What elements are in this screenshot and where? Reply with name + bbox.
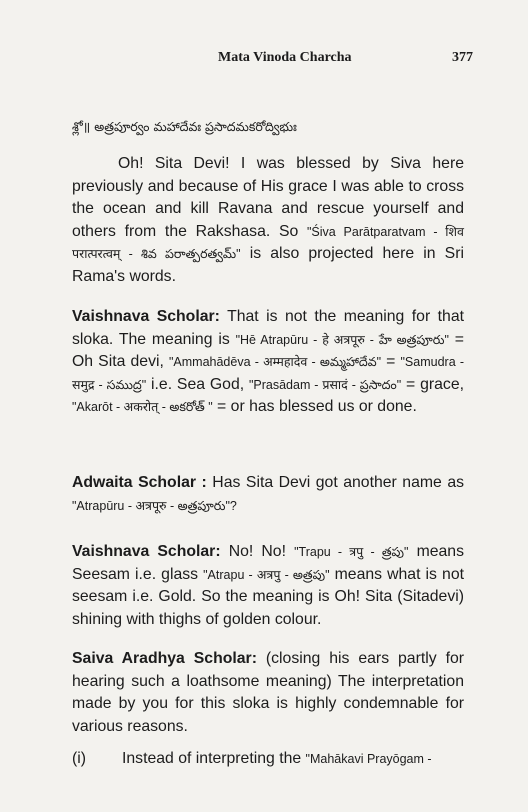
paragraph-saiva — [72, 648, 464, 738]
p1-text-2: is also projected here in Sri Rama's words. — [72, 245, 464, 285]
speaker-label: Adwaita Scholar : — [72, 474, 207, 491]
page-number: 377 — [452, 50, 473, 65]
item1-quote-1: "Mahākavi Prayōgam - — [305, 752, 432, 766]
paragraph-vaishnava-2 — [72, 541, 464, 631]
list-item-i — [72, 750, 432, 768]
p2-text-6: = or has blessed us or done. — [212, 398, 417, 416]
speaker-label: Vaishnava Scholar: — [72, 308, 220, 325]
p4-quote-1: "Trapu - त्रपु - త్రపు" — [294, 545, 409, 559]
p2-quote-3: "Samudra - समुद्र - సముద్ర" — [72, 355, 465, 392]
item1-text-1: Instead of interpreting the — [122, 750, 306, 767]
p4-text-3: means what is not seesam i.e. Gold. So the meaning is Oh! Sita (Sitadevi) shining with thighs of golden colour. — [72, 565, 464, 628]
p2-text-3: = — [381, 353, 401, 371]
p4-quote-2: "Atrapu - अत्रपु - అత్రపు" — [203, 567, 330, 582]
p1-quote-1: "Śiva Parātparatvam - शिव परात्परत्वम् - శివ పరాత్పరత్వమ్" — [72, 224, 464, 262]
p2-text-1: That is not the meaning for that sloka. The meaning is — [72, 308, 464, 348]
list-item-label: (i) — [72, 750, 87, 767]
p2-text-5: = grace, — [401, 375, 464, 393]
paragraph-vaishnava-1 — [72, 306, 464, 419]
p2-quote-4: "Prasādam - प्रसादं - ప్రసాదం" — [248, 377, 402, 392]
p2-quote-1: "Hē Atrapūru - हे अत्रपूरु - హే అత్రపూరు" — [235, 332, 449, 347]
p1-text-1: Oh! Sita Devi! I was blessed by Siva here previously and because of His grace I was able to cross the ocean and kill Ravana and rescue yourself and others from the Rakshasa. So — [72, 155, 464, 240]
running-header-title: Mata Vinoda Charcha — [218, 50, 352, 65]
p2-text-2: = Oh Sita devi, — [72, 330, 464, 371]
paragraph-sita-devi — [72, 153, 464, 289]
p2-text-4: i.e. Sea God, — [146, 375, 249, 393]
p4-text-1: No! No! — [220, 543, 295, 560]
p5-text-1: (closing his ears partly for hearing such a loathsome meaning) The interpretation made by you for this sloka is highly condemnable for various reasons. — [72, 650, 465, 735]
p3-quote-1: "Atrapūru - अत्रपूरु - అత్రపూరు"? — [72, 498, 237, 513]
speaker-label: Saiva Aradhya Scholar: — [72, 650, 257, 667]
paragraph-adwaita — [72, 472, 464, 517]
sloka-line: శ్లో॥ అత్రపూర్వం మహాదేవః ప్రసాదమకరోద్విభుః — [72, 119, 297, 134]
p2-quote-2: "Ammahādēva - अम्महादेव - అమ్మహాదేవ" — [168, 355, 382, 370]
speaker-label: Vaishnava Scholar: — [72, 543, 221, 560]
p2-quote-5: "Akarōt - अकरोत् - అకరోత్ " — [72, 400, 213, 415]
p4-text-2: means Seesam i.e. glass — [72, 543, 464, 583]
p3-text-1: Has Sita Devi got another name as — [206, 474, 465, 491]
